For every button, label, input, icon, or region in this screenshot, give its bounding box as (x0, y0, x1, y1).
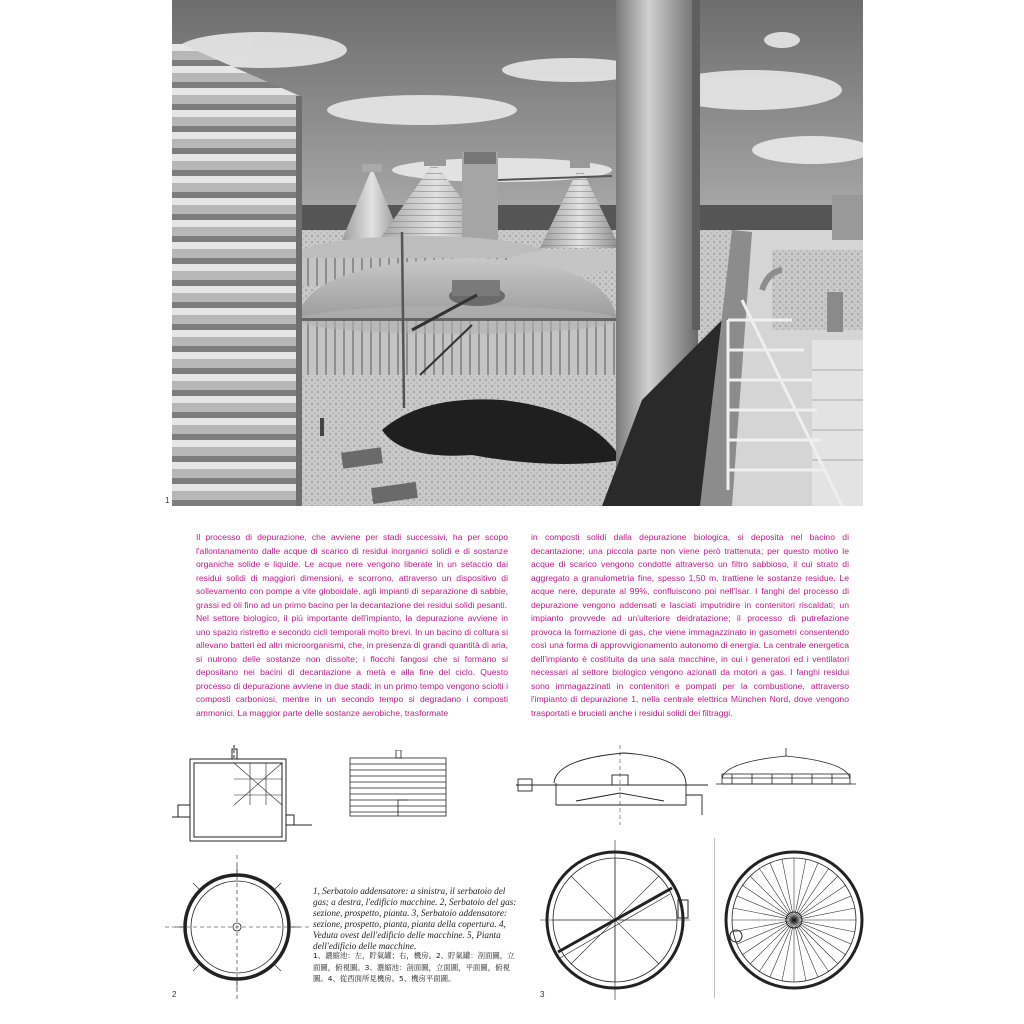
figure-caption-chinese: 1、濃縮池：左，貯氣罐；右，機房。2、貯氣罐：剖面圖，立面圖，俯視圖。3、濃縮池：剖面圖，立面圖，平面圖，俯視圖。4、從西面所見機房。5、機房平面圖。 (313, 951, 515, 983)
thickener-plan-drawing (540, 840, 690, 1000)
figure-number-2: 2 (172, 990, 177, 999)
figure-number-1: 1 (165, 496, 170, 505)
body-text-right-column (531, 531, 849, 720)
photo-illustration (172, 0, 863, 506)
thickener-roof-plan-drawing (714, 838, 864, 998)
figure-number-3: 3 (540, 990, 545, 999)
thickener-section-drawing (516, 745, 708, 825)
gas-tank-elevation-drawing (348, 750, 448, 818)
paragraph: Nel settore biologico, il più importante dell'impianto, la depurazione avviene in uno spazio ristretto e secondo cicli temporali molto brevi. In un bacino di coltura si allevano batteri ed altri microorganismi, che, in presenza di grandi quantità di aria, si nutrono delle sostanze non dissolte; i flocchi fangosi che si formano si depositano nei bacini di decantazione a metà e alla fine del ciclo. Questo processo di depurazione avviene in due stadi: in un primo tempo vengono sciolti i composti carboniosi, mentre in un secondo tempo si degradano i composti ammonici. La maggior parte delle sostanze aerobiche, trasformate (196, 613, 508, 718)
gas-tank-section-drawing (172, 745, 312, 845)
figure-caption-italian: 1, Serbatoio addensatore: a sinistra, il serbatoio del gas; a destra, l'edificio macchine. 2, Serbatoio del gas: sezione, prospetto, pianta. 3, Serbatoio addensatore: sezione, prospetto, pianta, pianta della copertura. 4, Veduta ovest dell'edificio delle macchine. 5, Pianta dell'edificio delle macchine. (313, 886, 517, 951)
thickener-elevation-drawing (716, 748, 856, 790)
body-text-left-column (196, 531, 508, 720)
paragraph: Il processo di depurazione, che avviene per stadi successivi, ha per scopo l'allontanamento dalle acque di scarico di residui inorganici solidi e di sostanze organiche solide e liquide. Le acque nere vengono liberate in un setaccio dai residui solidi di maggiori dimensioni, e scorrono, attraverso un dispositivo di sollevamento con pompe a vite globoidale, agli impianti di separazione di sabbie, grassi ed oli fino ad un primo bacino per la decantazione dei residui solidi pesanti. (196, 532, 508, 610)
gas-tank-plan-drawing (165, 855, 310, 1000)
photo-digester-tanks (172, 0, 863, 506)
paragraph: in composti solidi dalla depurazione biologica, si deposita nel bacino di decantazione; una piccola parte non viene però trattenuta; per questo motivo le acque di scarico vengono condotte attraverso un filtro sabbioso, il cui strato di aggregato a granulometria fine, spesso 1,50 m, trattiene le sostanze residue. Le acque nere, depurate al 99%, confluiscono poi nell'Isar. I fanghi del processo di depurazione vengono addensati e lasciati imputridire in contenitori riscaldati; un impianto provvede ad un'ulteriore deidratazione; il processo di putrefazione provoca la formazione di gas, che viene immagazzinato in gasometri consentendo così una forma di approvvigionamento autonomo di energia. La centrale energetica dell'impianto è costituita da una sala macchine, in cui i generatori ed i ventilatori necessari al settore biologico vengono azionati da motori a gas. I fanghi residui sono immagazzinati in contenitori e pompati per la combustione, attraverso l'impianto di depurazione 1, nella centrale elettrica München Nord, dove vengono trasportati e bruciati anche i residui solidi dei filtraggi. (531, 532, 849, 718)
